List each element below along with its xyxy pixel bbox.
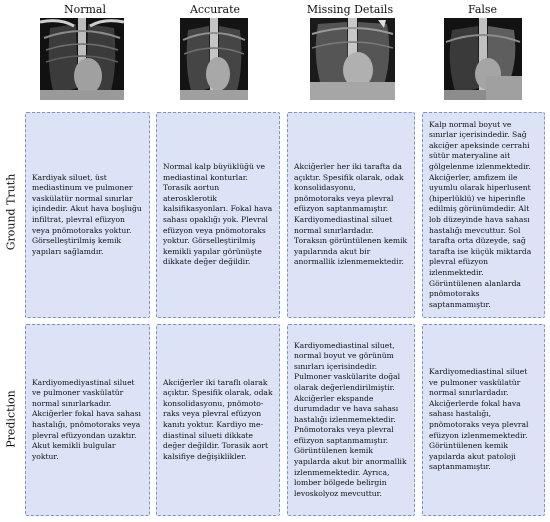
chest-xray-image-normal [40,18,124,100]
chest-xray-image-accurate [180,18,248,100]
ground-truth-cell-missing-details [287,112,415,318]
column-header-normal: Normal [63,3,106,16]
chest-xray-image-false [444,18,522,100]
prediction-cell-missing-details [287,324,415,516]
chest-xray-image-missing-details [310,18,395,100]
prediction-cell-false [422,324,545,516]
ground-truth-text-false: Kalp normal boyut ve sınırlar içerisindedir. Sağ akciğer apeksinde cerrahi sütür materyaline ait gölgelenme izlenmektedir. Akciğerler, amfizem ile uyumlu olarak hiperlusent (hiperlüklü) ve hiperinfle edilmiş görünümdedir. Alt lob düzeyinde hava sahası hastalığı mevcuttur. Sol tarafta orta düzeyde, sağ tarafta ise küçük miktarda plevral efüzyon izlenmektedir. Görüntülenen alanlarda pnömotoraks saptanmamıştır. [429,119,532,309]
row-label-prediction: Prediction [4,390,18,448]
prediction-text-missing-details: Kardiyomediastinal siluet, normal boyut ve görünüm sınırları içerisindedir. Pulmoner vaskülarite doğal olarak değerlendirilmiştir. Akciğerler ekspande durumdadır ve hava sahası hastalığı izlenmemektedir. Pnömotoraks veya plevral efüzyon saptanmamıştır. Görüntülenen kemik yapılarda akut bir anormallik izlenmemektedir. Ayrıca, lomber bölgede belirgin levoskolyoz mevcuttur. [294,340,407,498]
prediction-text-false: Kardiyomediastinal siluet ve pulmoner vaskülatür normal sınırlardadır. Akciğerlerde fokal hava sahası hastalığı, pnömotoraks veya plevral efüzyon izlenmemektedir. Görüntülenen kemik yapılarda akut patoloji saptanmamıştır. [429,367,529,472]
prediction-text-accurate: Akciğerler iki taraflı olarak açıktır. Spesifik olarak, odak konsolidasyonu, pnömoto-raks veya plevral efüzyon kanıtı yoktur. Kardiyo me-diastinal silueti dikkate değer değildir. Torasik aort kalsifiye değişiklikler. [163,377,273,461]
ground-truth-text-missing-details: Akciğerler her iki tarafta da açıktır. Spesifik olarak, odak konsolidasyonu, pnömotoraks veya plevral efüzyon saptanmamıştır. Kardiyomediastinal siluet normal sınırlardadır. Toraksın görüntülenen kemik yapılarında akut bir anormallik izlenmemektedir. [294,162,408,267]
ground-truth-text-accurate: Normal kalp büyüklüğü ve mediastinal konturlar. Torasik aortun aterosklerotik kalsifikasyonları. Fokal hava sahası opaklığı yok. Plevral efüzyon veya pnömotoraks yoktur. Görselleştirilmiş kemikli yapılar görünüşte dikkate değer değildir. [163,162,273,267]
row-label-ground-truth: Ground Truth [4,173,18,251]
ground-truth-cell-accurate [156,112,280,318]
ground-truth-cell-false [422,112,545,318]
column-header-false: False [467,3,498,16]
ground-truth-cell-normal [25,112,150,318]
column-header-missing-details: Missing Details [306,3,394,16]
column-header-accurate: Accurate [189,3,241,16]
prediction-cell-normal [25,324,150,516]
prediction-cell-accurate [156,324,280,516]
ground-truth-text-normal: Kardiyak siluet, üst mediastinum ve pulmoner vaskülatür normal sınırlar içindedir. Akut hava boşluğu infiltrat, plevral efüzyon veya pnömotoraks yoktur. Görselleştirilmiş kemik yapıları sağlamdır. [32,172,142,256]
prediction-text-normal: Kardiyomediyastinal siluet ve pulmoner vaskülatür normal sınırlarkadır. Akciğerler fokal hava sahası hastalığı, pnömotoraks veya plevral efüzyondan uzaktır. Akut kemikli bulgular yoktur. [32,377,141,461]
